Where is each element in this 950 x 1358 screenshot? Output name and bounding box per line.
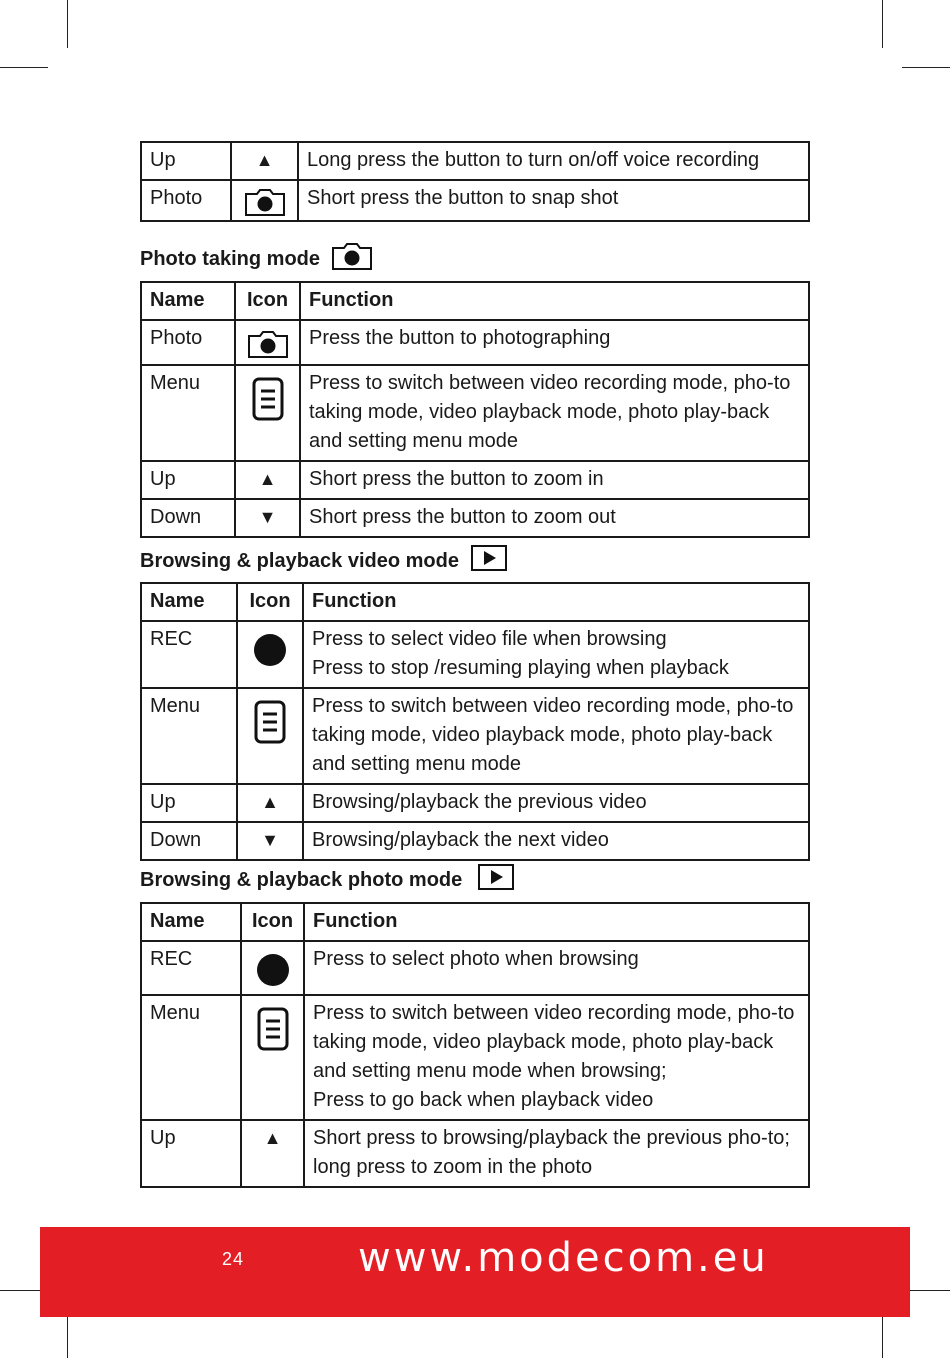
header-name: Name	[141, 583, 237, 621]
menu-icon	[241, 995, 304, 1120]
table-row	[141, 621, 809, 688]
up-triangle-icon: ▲	[237, 784, 303, 822]
table-header-row	[141, 583, 809, 621]
row-name: Menu	[141, 995, 241, 1120]
row-function: Press to switch between video recording mode, pho-to taking mode, video playback mode, photo play-back and setting menu mode	[303, 688, 809, 784]
play-icon	[478, 864, 514, 896]
section-title-photo-mode: Photo taking mode	[140, 242, 372, 276]
row-name: Menu	[141, 688, 237, 784]
table-row	[141, 941, 809, 995]
row-function: Press to select photo when browsing	[304, 941, 809, 995]
table-row	[141, 142, 809, 180]
photo-playback-table	[140, 902, 810, 1188]
down-triangle-icon: ▼	[235, 499, 300, 537]
table-row	[141, 1120, 809, 1187]
table-row	[141, 995, 809, 1120]
row-function: Short press the button to zoom out	[300, 499, 809, 537]
table-row	[141, 784, 809, 822]
table-row	[141, 822, 809, 860]
crop-mark	[67, 1310, 68, 1358]
record-dot-icon	[241, 941, 304, 995]
row-name: Photo	[141, 320, 235, 365]
crop-mark	[902, 67, 950, 68]
table-row	[141, 688, 809, 784]
website-url[interactable]: www.modecom.eu	[358, 1235, 769, 1281]
down-triangle-icon: ▼	[237, 822, 303, 860]
menu-icon	[237, 688, 303, 784]
header-icon: Icon	[235, 282, 300, 320]
row-name: Down	[141, 499, 235, 537]
continuation-table	[140, 141, 810, 222]
row-function: Browsing/playback the previous video	[303, 784, 809, 822]
header-icon: Icon	[241, 903, 304, 941]
section-title-photo-playback: Browsing & playback photo mode	[140, 864, 514, 896]
row-function: Short press the button to snap shot	[298, 180, 809, 221]
camera-icon	[235, 320, 300, 365]
row-function: Press to select video file when browsing Press to stop /resuming playing when playback	[303, 621, 809, 688]
row-function: Long press the button to turn on/off voice recording	[298, 142, 809, 180]
camera-icon	[231, 180, 298, 221]
row-name: Up	[141, 142, 231, 180]
header-name: Name	[141, 282, 235, 320]
row-name: Up	[141, 1120, 241, 1187]
crop-mark	[0, 67, 48, 68]
header-icon: Icon	[237, 583, 303, 621]
header-function: Function	[300, 282, 809, 320]
crop-mark	[882, 0, 883, 48]
table-row	[141, 499, 809, 537]
header-function: Function	[303, 583, 809, 621]
up-triangle-icon: ▲	[235, 461, 300, 499]
video-playback-table	[140, 582, 810, 861]
table-header-row	[141, 282, 809, 320]
row-function: Short press to browsing/playback the previous pho-to; long press to zoom in the photo	[304, 1120, 809, 1187]
photo-mode-table	[140, 281, 810, 538]
table-row	[141, 365, 809, 461]
up-triangle-icon: ▲	[231, 142, 298, 180]
row-name: Photo	[141, 180, 231, 221]
table-row	[141, 461, 809, 499]
row-function: Press to switch between video recording mode, pho-to taking mode, video playback mode, photo play-back and setting menu mode when browsing; Press to go back when playback video	[304, 995, 809, 1120]
header-function: Function	[304, 903, 809, 941]
row-function: Press to switch between video recording mode, pho-to taking mode, video playback mode, photo play-back and setting menu mode	[300, 365, 809, 461]
row-function: Short press the button to zoom in	[300, 461, 809, 499]
row-function: Browsing/playback the next video	[303, 822, 809, 860]
header-name: Name	[141, 903, 241, 941]
page-number: 24	[222, 1249, 245, 1269]
row-function: Press the button to photographing	[300, 320, 809, 365]
table-row	[141, 320, 809, 365]
row-name: Up	[141, 784, 237, 822]
footer-banner	[40, 1227, 910, 1317]
row-name: REC	[141, 621, 237, 688]
play-icon	[471, 545, 507, 577]
section-title-video-playback: Browsing & playback video mode	[140, 545, 507, 577]
row-name: Down	[141, 822, 237, 860]
table-header-row	[141, 903, 809, 941]
camera-icon	[332, 242, 372, 276]
record-dot-icon	[237, 621, 303, 688]
crop-mark	[67, 0, 68, 48]
row-name: Menu	[141, 365, 235, 461]
menu-icon	[235, 365, 300, 461]
row-name: Up	[141, 461, 235, 499]
crop-mark	[882, 1310, 883, 1358]
up-triangle-icon: ▲	[241, 1120, 304, 1187]
table-row	[141, 180, 809, 221]
row-name: REC	[141, 941, 241, 995]
